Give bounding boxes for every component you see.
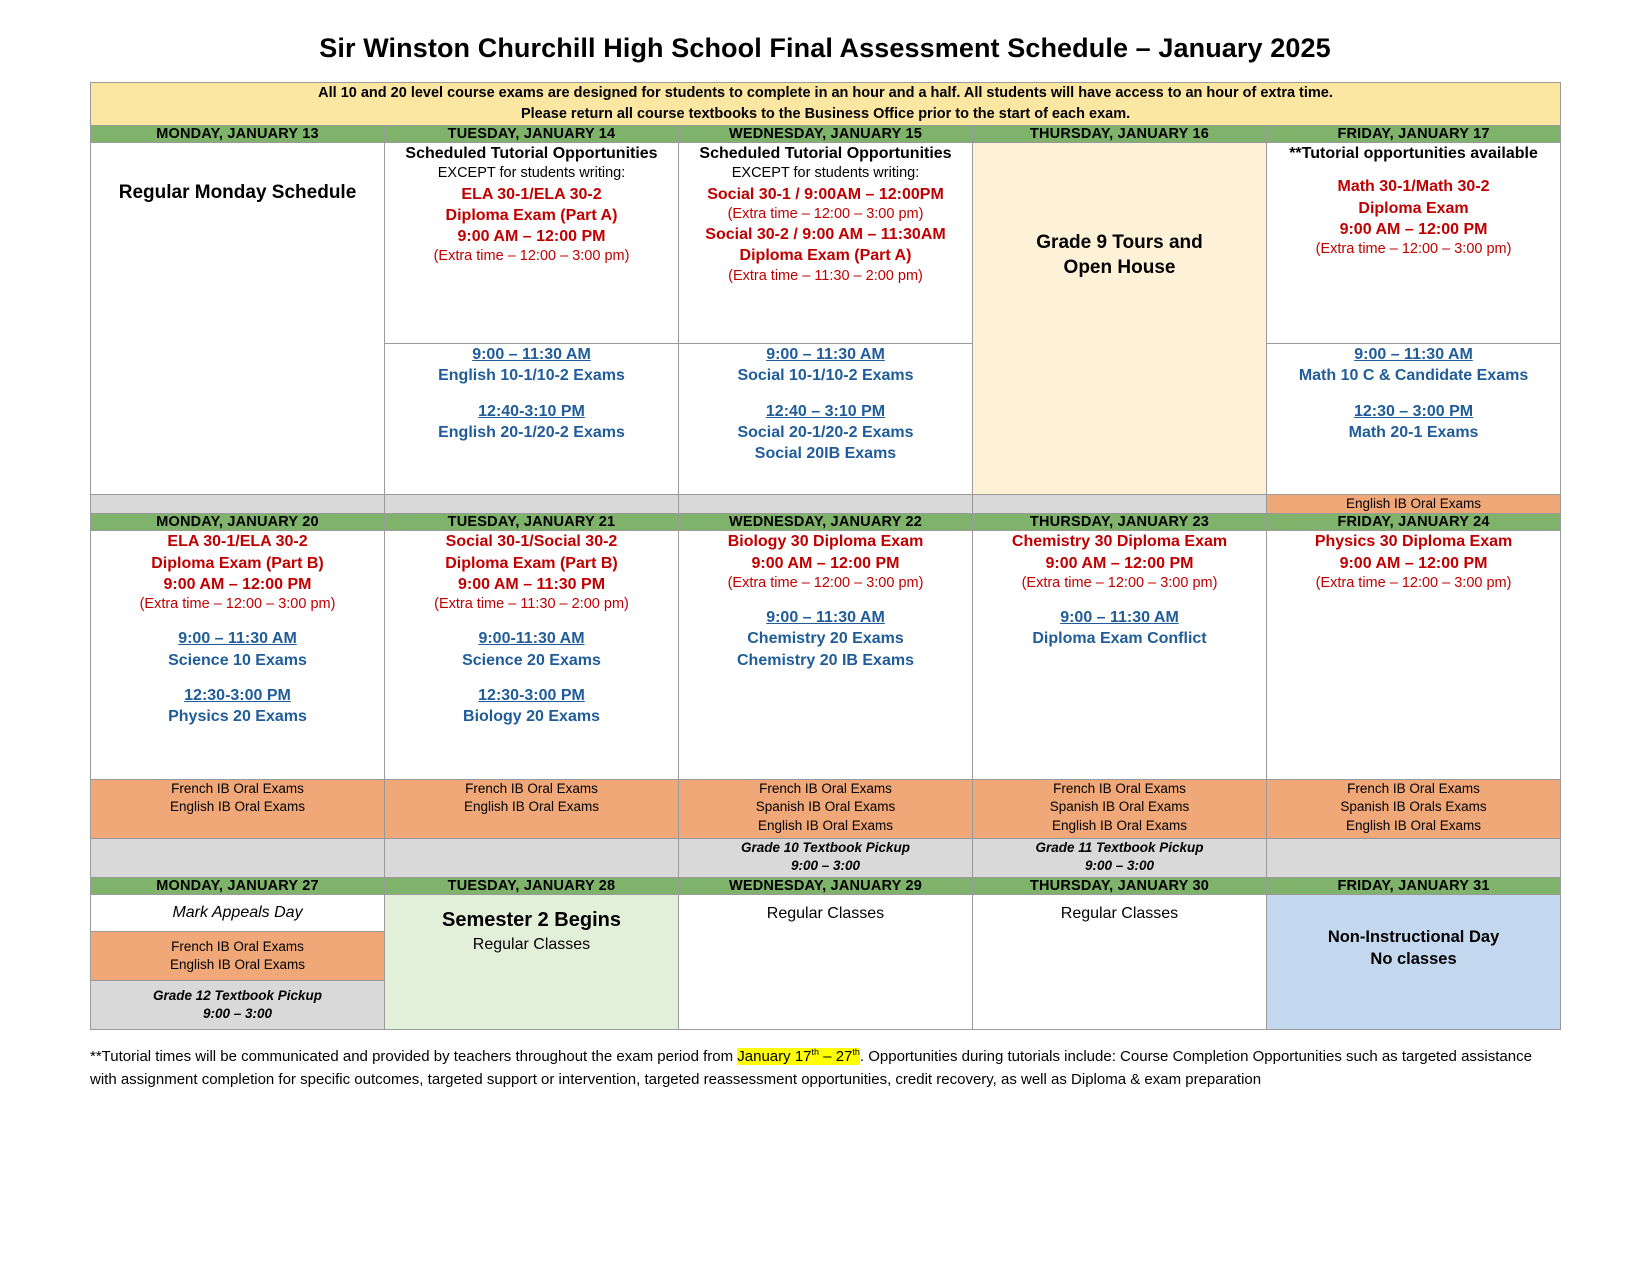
tue-14-exam1-time: 9:00 – 11:30 AM xyxy=(472,346,591,364)
tue-21-exam2-name: Biology 20 Exams xyxy=(463,708,600,726)
fri-17-exam1-name: Math 10 C & Candidate Exams xyxy=(1298,367,1529,385)
ib-thu-23-spanish: Spanish IB Oral Exams xyxy=(1049,799,1190,815)
week2-pickup-row xyxy=(91,839,1561,878)
pickup-thu-23-label: Grade 11 Textbook Pickup xyxy=(1035,840,1204,856)
ib-thu-23 xyxy=(973,780,1267,839)
wed-22-course: Biology 30 Diploma Exam xyxy=(727,533,924,551)
day-header-wed-29: WEDNESDAY, JANUARY 29 xyxy=(679,878,973,895)
cell-fri-24 xyxy=(1267,531,1561,780)
wed-15-tutorial-title: Scheduled Tutorial Opportunities xyxy=(699,145,952,163)
day-header-wed-15: WEDNESDAY, JANUARY 15 xyxy=(679,126,973,143)
wed-22-exam2-name: Chemistry 20 IB Exams xyxy=(737,651,914,669)
mon-27-mark-appeals-label: Mark Appeals Day xyxy=(172,904,303,922)
wed-15-except: EXCEPT for students writing: xyxy=(731,165,920,182)
mon-13-main: Regular Monday Schedule xyxy=(118,182,357,204)
cell-wed-15-bottom xyxy=(679,344,973,495)
cell-fri-17-bottom xyxy=(1267,344,1561,495)
ib-wed-22-french: French IB Oral Exams xyxy=(759,781,892,797)
wed-15-exam1-time: 9:00 – 11:30 AM xyxy=(766,346,885,364)
cell-thu-16 xyxy=(973,143,1267,495)
pickup-thu-23-time: 9:00 – 3:00 xyxy=(1084,858,1155,874)
ib-wed-22 xyxy=(679,780,973,839)
tue-14-exam1-name: English 10-1/10-2 Exams xyxy=(438,367,625,385)
fri-17-exam1-time: 9:00 – 11:30 AM xyxy=(1354,346,1473,364)
wed-22-extra-time: (Extra time – 12:00 – 3:00 pm) xyxy=(727,574,924,591)
fri-31-non-instructional: Non-Instructional Day xyxy=(1327,928,1500,947)
mon-27-ib-french: French IB Oral Exams xyxy=(171,938,304,954)
strip-wed-15 xyxy=(679,495,973,514)
thu-30-regular-classes: Regular Classes xyxy=(1060,905,1179,923)
day-header-thu-16: THURSDAY, JANUARY 16 xyxy=(973,126,1267,143)
cell-thu-23 xyxy=(973,531,1267,780)
wed-15-diploma: Diploma Exam (Part A) xyxy=(739,247,912,265)
footer-highlight-start-sup: th xyxy=(811,1047,820,1058)
pickup-fri-24 xyxy=(1267,839,1561,878)
day-header-fri-24: FRIDAY, JANUARY 24 xyxy=(1267,514,1561,531)
tue-28-regular-classes: Regular Classes xyxy=(472,935,591,953)
ib-fri-24-french: French IB Oral Exams xyxy=(1347,781,1480,797)
wed-15-exam1-name: Social 10-1/10-2 Exams xyxy=(737,367,914,385)
mon-27-pickup xyxy=(91,981,384,1029)
fri-17-diploma: Diploma Exam xyxy=(1358,199,1469,217)
tue-21-time: 9:00 AM – 11:30 PM xyxy=(457,575,606,593)
mon-20-diploma: Diploma Exam (Part B) xyxy=(151,554,324,572)
pickup-wed-22-label: Grade 10 Textbook Pickup xyxy=(740,840,911,856)
mon-20-time: 9:00 AM – 12:00 PM xyxy=(163,575,312,593)
fri-17-exam2-time: 12:30 – 3:00 PM xyxy=(1353,402,1474,420)
week2-ib-row xyxy=(91,780,1561,839)
page-title: Sir Winston Churchill High School Final Assessment Schedule – January 2025 xyxy=(319,33,1331,63)
fri-17-exam2-name: Math 20-1 Exams xyxy=(1348,423,1479,441)
wed-22-exam1-name: Chemistry 20 Exams xyxy=(747,630,904,648)
pickup-wed-22 xyxy=(679,839,973,878)
fri-17-time: 9:00 AM – 12:00 PM xyxy=(1339,220,1488,238)
tue-14-time: 9:00 AM – 12:00 PM xyxy=(457,228,606,246)
week2-main-row xyxy=(91,531,1561,780)
day-header-thu-23: THURSDAY, JANUARY 23 xyxy=(973,514,1267,531)
ib-fri-24-spanish: Spanish IB Orals Exams xyxy=(1340,799,1487,815)
banner-cell xyxy=(91,83,1561,126)
day-header-fri-31: FRIDAY, JANUARY 31 xyxy=(1267,878,1561,895)
cell-fri-17-top xyxy=(1267,143,1561,344)
tue-21-diploma: Diploma Exam (Part B) xyxy=(445,554,618,572)
day-header-mon-13: MONDAY, JANUARY 13 xyxy=(91,126,385,143)
day-header-tue-28: TUESDAY, JANUARY 28 xyxy=(385,878,679,895)
footer-part-2: . Opportunities during tutorials include: Course Completion Opportunities such as targeted assistance with assignment completion for specific outcomes, targeted support or intervention, targeted reassessment opportunities, credit recovery, as well as Diploma & exam preparation xyxy=(90,1048,1532,1088)
cell-mon-20 xyxy=(91,531,385,780)
tue-14-tutorial-title: Scheduled Tutorial Opportunities xyxy=(405,145,658,163)
cell-fri-31 xyxy=(1267,895,1561,1030)
footer-highlight xyxy=(737,1048,860,1065)
day-header-wed-22: WEDNESDAY, JANUARY 22 xyxy=(679,514,973,531)
wed-15-social301: Social 30-1 / 9:00AM – 12:00PM xyxy=(707,185,944,203)
tue-14-exam2-name: English 20-1/20-2 Exams xyxy=(438,423,625,441)
mon-27-pickup-label: Grade 12 Textbook Pickup xyxy=(152,987,323,1003)
cell-wed-22 xyxy=(679,531,973,780)
wed-29-regular-classes: Regular Classes xyxy=(766,905,885,923)
mon-20-exam2-name: Physics 20 Exams xyxy=(168,708,307,726)
day-header-tue-21: TUESDAY, JANUARY 21 xyxy=(385,514,679,531)
footer-highlight-end: – 27 xyxy=(819,1048,853,1066)
ib-fri-24 xyxy=(1267,780,1561,839)
week1-header-row xyxy=(91,126,1561,143)
wed-15-extra-1: (Extra time – 12:00 – 3:00 pm) xyxy=(727,205,924,222)
wed-15-exam2-name: Social 20-1/20-2 Exams xyxy=(737,423,914,441)
fri-31-no-classes: No classes xyxy=(1370,950,1457,969)
mon-27-ib xyxy=(91,932,384,981)
ib-tue-21 xyxy=(385,780,679,839)
mon-27-pickup-time: 9:00 – 3:00 xyxy=(202,1006,273,1022)
ib-mon-20 xyxy=(91,780,385,839)
day-header-tue-14: TUESDAY, JANUARY 14 xyxy=(385,126,679,143)
tue-21-exam2-time: 12:30-3:00 PM xyxy=(478,686,585,704)
tue-14-exam2-time: 12:40-3:10 PM xyxy=(478,402,585,420)
fri-24-course: Physics 30 Diploma Exam xyxy=(1314,533,1513,551)
wed-22-time: 9:00 AM – 12:00 PM xyxy=(751,554,900,572)
cell-tue-14-top xyxy=(385,143,679,344)
cell-wed-29 xyxy=(679,895,973,1030)
cell-wed-15-top xyxy=(679,143,973,344)
footer-note xyxy=(90,1046,1560,1091)
mon-20-exam1-time: 9:00 – 11:30 AM xyxy=(178,630,297,648)
pickup-thu-23 xyxy=(973,839,1267,878)
ib-tue-21-french: French IB Oral Exams xyxy=(465,781,598,797)
fri-17-extra-time: (Extra time – 12:00 – 3:00 pm) xyxy=(1315,241,1512,258)
tue-14-course: ELA 30-1/ELA 30-2 xyxy=(461,185,602,203)
thu-23-exam1-name: Diploma Exam Conflict xyxy=(1032,630,1207,648)
footer-highlight-start: January 17 xyxy=(737,1048,812,1066)
week2-header-row xyxy=(91,514,1561,531)
thu-16-main-2: Open House xyxy=(1063,256,1176,278)
tue-21-exam1-time: 9:00-11:30 AM xyxy=(478,630,585,648)
schedule-table xyxy=(90,82,1561,1030)
wed-15-social302: Social 30-2 / 9:00 AM – 11:30AM xyxy=(705,226,946,244)
cell-tue-21 xyxy=(385,531,679,780)
fri-24-extra-time: (Extra time – 12:00 – 3:00 pm) xyxy=(1315,574,1512,591)
wed-15-exam2-time: 12:40 – 3:10 PM xyxy=(765,402,886,420)
fri-24-time: 9:00 AM – 12:00 PM xyxy=(1339,554,1488,572)
tue-21-course: Social 30-1/Social 30-2 xyxy=(445,533,618,551)
ib-tue-21-english: English IB Oral Exams xyxy=(463,799,600,815)
tue-28-semester-label: Semester 2 Begins xyxy=(442,909,621,932)
ib-wed-22-english: English IB Oral Exams xyxy=(757,817,894,833)
thu-23-time: 9:00 AM – 12:00 PM xyxy=(1045,554,1194,572)
banner-row xyxy=(91,83,1561,126)
day-header-fri-17: FRIDAY, JANUARY 17 xyxy=(1267,126,1561,143)
ib-thu-23-french: French IB Oral Exams xyxy=(1053,781,1186,797)
tue-14-except: EXCEPT for students writing: xyxy=(437,165,626,182)
thu-16-main-1: Grade 9 Tours and xyxy=(1036,232,1203,254)
mon-20-extra-time: (Extra time – 12:00 – 3:00 pm) xyxy=(139,596,336,613)
ib-mon-20-french: French IB Oral Exams xyxy=(171,781,304,797)
wed-15-exam3-name: Social 20IB Exams xyxy=(754,445,897,463)
tue-14-diploma: Diploma Exam (Part A) xyxy=(445,206,618,224)
strip-tue-14 xyxy=(385,495,679,514)
mon-20-exam1-name: Science 10 Exams xyxy=(168,651,307,669)
cell-mon-27 xyxy=(91,895,385,1030)
ib-mon-20-english: English IB Oral Exams xyxy=(169,799,306,815)
ib-wed-22-spanish: Spanish IB Oral Exams xyxy=(755,799,896,815)
tue-14-extra-time: (Extra time – 12:00 – 3:00 pm) xyxy=(433,248,630,265)
strip-mon-13 xyxy=(91,495,385,514)
thu-23-exam1-time: 9:00 – 11:30 AM xyxy=(1060,609,1179,627)
footer-highlight-end-sup: th xyxy=(852,1047,860,1058)
day-header-mon-20: MONDAY, JANUARY 20 xyxy=(91,514,385,531)
week1-top-row xyxy=(91,143,1561,344)
pickup-tue-21 xyxy=(385,839,679,878)
cell-tue-28 xyxy=(385,895,679,1030)
strip-fri-17-ib: English IB Oral Exams xyxy=(1267,495,1561,514)
week1-strip-row xyxy=(91,495,1561,514)
tue-21-extra-time: (Extra time – 11:30 – 2:00 pm) xyxy=(434,596,629,613)
wed-15-extra-2: (Extra time – 11:30 – 2:00 pm) xyxy=(728,267,923,284)
tue-21-exam1-name: Science 20 Exams xyxy=(462,651,601,669)
footer-part-1: **Tutorial times will be communicated and provided by teachers throughout the exam period from xyxy=(90,1048,738,1066)
cell-tue-14-bottom xyxy=(385,344,679,495)
mon-20-course: ELA 30-1/ELA 30-2 xyxy=(167,533,308,551)
ib-fri-24-english: English IB Oral Exams xyxy=(1346,817,1482,833)
mon-27-mark-appeals xyxy=(91,895,384,931)
thu-23-course: Chemistry 30 Diploma Exam xyxy=(1011,533,1228,551)
banner-line-2: Please return all course textbooks to the Business Office prior to the start of each exam. xyxy=(520,106,1131,123)
fri-17-course: Math 30-1/Math 30-2 xyxy=(1337,178,1490,196)
pickup-mon-20 xyxy=(91,839,385,878)
week3-body-row xyxy=(91,895,1561,1030)
mon-20-exam2-time: 12:30-3:00 PM xyxy=(184,686,291,704)
cell-mon-13 xyxy=(91,143,385,495)
cell-thu-30 xyxy=(973,895,1267,1030)
day-header-mon-27: MONDAY, JANUARY 27 xyxy=(91,878,385,895)
pickup-wed-22-time: 9:00 – 3:00 xyxy=(790,858,861,874)
thu-23-extra-time: (Extra time – 12:00 – 3:00 pm) xyxy=(1021,574,1218,591)
week3-header-row xyxy=(91,878,1561,895)
fri-17-tutorial-note: **Tutorial opportunities available xyxy=(1289,145,1538,163)
strip-thu-16 xyxy=(973,495,1267,514)
mon-27-ib-english: English IB Oral Exams xyxy=(169,956,306,972)
ib-thu-23-english: English IB Oral Exams xyxy=(1051,817,1188,833)
day-header-thu-30: THURSDAY, JANUARY 30 xyxy=(973,878,1267,895)
wed-22-exam1-time: 9:00 – 11:30 AM xyxy=(766,609,885,627)
banner-line-1: All 10 and 20 level course exams are designed for students to complete in an hour and a half. All students will have access to an hour of extra time. xyxy=(318,85,1333,101)
